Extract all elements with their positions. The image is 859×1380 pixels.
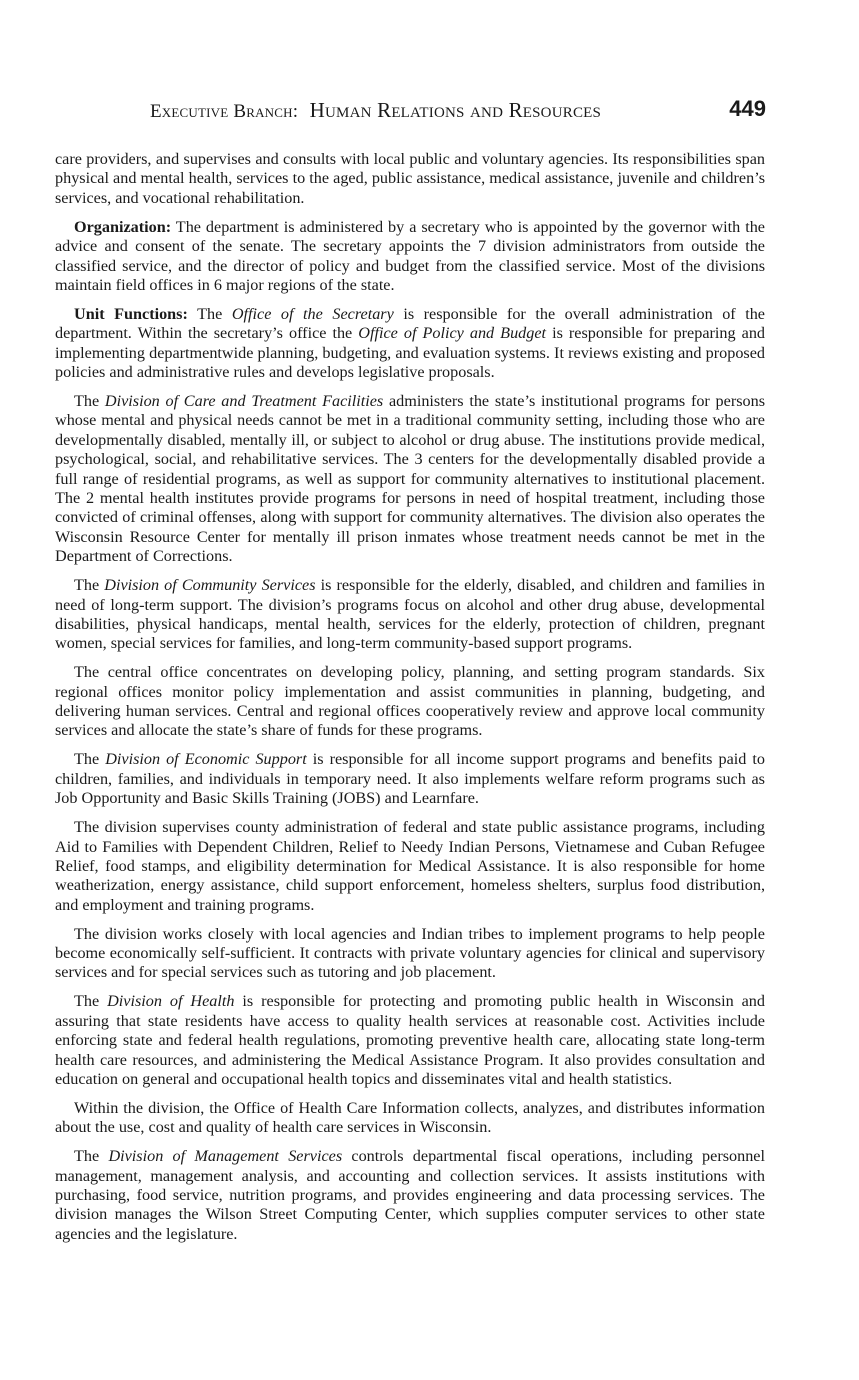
body-text bbox=[55, 150, 765, 1254]
paragraph-county-administration bbox=[55, 818, 765, 915]
run-in-heading-unit-functions: Unit Functions: bbox=[74, 304, 188, 323]
office-name-policy-budget: Office of Policy and Budget bbox=[358, 324, 547, 343]
paragraph-text: The bbox=[74, 992, 108, 1011]
paragraph-text: The bbox=[74, 1147, 109, 1166]
running-title bbox=[150, 98, 601, 123]
paragraph-text: The bbox=[187, 304, 232, 323]
paragraph-text: The bbox=[74, 391, 105, 410]
division-name-community-services: Division of Community Services bbox=[104, 576, 316, 595]
paragraph-text: The bbox=[74, 576, 105, 595]
running-head bbox=[150, 98, 770, 126]
office-name-secretary: Office of the Secretary bbox=[231, 304, 394, 323]
paragraph-text: care providers, and supervises and consults with local public and voluntary agencies. Its responsibilities span physical and mental health, services to the aged, public assistance, medical assistance, juvenile and children’s services, and vocational rehabilitation. bbox=[55, 150, 765, 207]
paragraph-text: is responsible for the overall administration of the department. Within the secretary’s office the bbox=[55, 304, 765, 343]
paragraph-text: is responsible for all income support programs and benefits paid to children, families, and individuals in temporary need. It also implements welfare reform programs such as Job Opportunity and Basic Skills Training (JOBS) and Learnfare. bbox=[55, 750, 765, 808]
paragraph-management-services bbox=[55, 1147, 765, 1244]
paragraph-text: is responsible for preparing and implementing departmentwide planning, budgeting, and evaluation systems. It reviews existing and proposed policies and administrative rules and develops legislative proposals. bbox=[55, 324, 766, 382]
division-name-care-treatment: Division of Care and Treatment Facilities bbox=[104, 391, 384, 410]
paragraph-text: The division works closely with local agencies and Indian tribes to implement programs to help people become economically self-sufficient. It contracts with private voluntary agencies for clinical and supervisory services and for special services such as tutoring and job placement. bbox=[55, 924, 765, 982]
paragraph-local-agencies bbox=[55, 925, 765, 983]
division-name-management-services: Division of Management Services bbox=[108, 1147, 343, 1166]
paragraph-continuation bbox=[55, 150, 765, 208]
paragraph-organization bbox=[55, 218, 765, 296]
page-number: 449 bbox=[729, 96, 766, 121]
division-name-health: Division of Health bbox=[107, 992, 235, 1011]
paragraph-text: is responsible for protecting and promoting public health in Wisconsin and assuring that state residents have access to quality health services at reasonable cost. Activities include enforcing state and federal health regulations, promoting preventive health care, allocating state long-term health care resources, and administering the Medical Assistance Program. It also provides consultation and education on general and occupational health topics and disseminates vital and health statistics. bbox=[55, 992, 765, 1088]
paragraph-economic-support bbox=[55, 750, 765, 808]
running-head-subtitle: Human Relations and Resources bbox=[309, 98, 602, 122]
paragraph-text: controls departmental fiscal operations, including personnel management, management analysis, and accounting and collection services. It assists institutions with purchasing, food service, nutrition programs, and provides engineering and data processing services. The division manages the Wilson Street Computing Center, which supplies computer services to other state agencies and the legislature. bbox=[55, 1147, 765, 1243]
division-name-economic-support: Division of Economic Support bbox=[105, 750, 307, 769]
paragraph-text: The central office concentrates on developing policy, planning, and setting program standards. Six regional offices monitor policy implementation and assist communities in planning, budgeting, and delivering human services. Central and regional offices cooperatively review and approve local community services and allocate the state’s share of funds for these programs. bbox=[55, 663, 765, 740]
running-head-branch: Executive Branch: bbox=[150, 101, 299, 122]
paragraph-text: The bbox=[74, 750, 106, 769]
paragraph-health-care-information bbox=[55, 1099, 765, 1138]
paragraph-care-treatment bbox=[55, 392, 765, 567]
paragraph-text: administers the state’s institutional programs for persons whose mental and physical needs cannot be met in a traditional community setting, including those who are developmentally disabled, mentally ill, or subject to alcohol or drug abuse. The institutions provide medical, psychological, social, and rehabilitative services. The 3 centers for the developmentally disabled provide a full range of residential programs, as well as support for community alternatives to institutional placement. The 2 mental health institutes provide programs for persons in need of hospital treatment, including those convicted of criminal offenses, along with support for community alternatives. The division also operates the Wisconsin Resource Center for mentally ill prison inmates whose treatment needs cannot be met in the Department of Corrections. bbox=[55, 391, 766, 566]
paragraph-text: Within the division, the Office of Health Care Information collects, analyzes, and distributes information about the use, cost and quality of health care services in Wisconsin. bbox=[55, 1098, 765, 1137]
paragraph-central-office bbox=[55, 663, 765, 741]
paragraph-health bbox=[55, 992, 765, 1089]
paragraph-text: The division supervises county administration of federal and state public assistance programs, including Aid to Families with Dependent Children, Relief to Needy Indian Persons, Vietnamese and Cuban Refugee Relief, food stamps, and eligibility determination for Medical Assistance. It is also responsible for home weatherization, energy assistance, child support enforcement, homeless shelters, surplus food distribution, and employment and training programs. bbox=[55, 818, 765, 914]
paragraph-text: The department is administered by a secretary who is appointed by the governor with the advice and consent of the senate. The secretary appoints the 7 division administrators from outside the classified service, and the director of policy and budget from the classified service. Most of the divisions maintain field offices in 6 major regions of the state. bbox=[55, 217, 765, 294]
paragraph-community-services bbox=[55, 576, 765, 654]
paragraph-unit-functions bbox=[55, 305, 765, 383]
run-in-heading-organization: Organization: bbox=[74, 217, 172, 236]
paragraph-text: is responsible for the elderly, disabled, and children and families in need of long-term support. The division’s programs focus on alcohol and other drug abuse, developmental disabilities, physical handicaps, mental health, services for the elderly, protection of children, pregnant women, special services for families, and long-term community-based support programs. bbox=[55, 576, 766, 653]
